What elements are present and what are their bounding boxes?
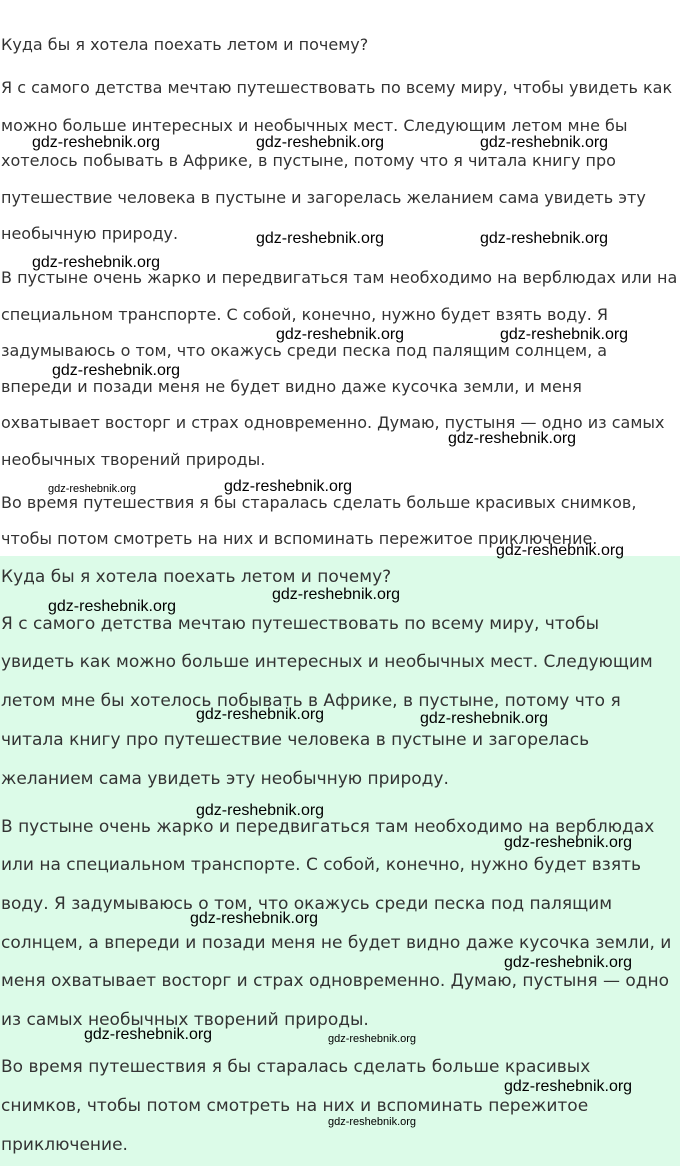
text-line: задумываюсь о том, что окажусь среди песка под палящим солнцем, а <box>1 341 608 360</box>
watermark: gdz-reshebnik.org <box>504 1078 633 1095</box>
watermark: gdz-reshebnik.org <box>328 1116 417 1128</box>
watermark: gdz-reshebnik.org <box>256 230 385 247</box>
watermark: gdz-reshebnik.org <box>48 483 137 495</box>
watermark: gdz-reshebnik.org <box>32 134 161 151</box>
watermark: gdz-reshebnik.org <box>272 586 401 603</box>
text-line: чтобы потом смотреть на них и вспоминать пережитое приключение. <box>1 529 598 548</box>
text-line: Во время путешествия я бы старалась сделать больше красивых <box>1 1057 591 1077</box>
text-line: из самых необычных творений природы. <box>1 1010 369 1030</box>
watermark: gdz-reshebnik.org <box>224 478 353 495</box>
text-line: летом мне бы хотелось побывать в Африке, в пустыне, потому что я <box>1 691 621 711</box>
watermark: gdz-reshebnik.org <box>504 834 633 851</box>
question-heading: Куда бы я хотела поехать летом и почему? <box>1 35 369 54</box>
watermark: gdz-reshebnik.org <box>480 230 609 247</box>
text-line: Я с самого детства мечтаю путешествовать по всему миру, чтобы <box>1 614 600 634</box>
watermark: gdz-reshebnik.org <box>496 542 625 559</box>
watermark: gdz-reshebnik.org <box>196 802 325 819</box>
text-line: Я с самого детства мечтаю путешествовать по всему миру, чтобы увидеть как <box>1 78 673 97</box>
watermark: gdz-reshebnik.org <box>196 706 325 723</box>
text-line: можно больше интересных и необычных мест. Следующим летом мне бы <box>1 116 628 135</box>
answer-block-top <box>0 0 680 556</box>
text-line: или на специальном транспорте. С собой, конечно, нужно будет взять <box>1 855 641 875</box>
text-line: меня охватывает восторг и страх одновременно. Думаю, пустыня — одно <box>1 971 670 991</box>
watermark: gdz-reshebnik.org <box>32 254 161 271</box>
answer-block-bottom <box>0 556 680 1166</box>
watermark: gdz-reshebnik.org <box>84 1026 213 1043</box>
text-line: приключение. <box>1 1135 128 1155</box>
text-line: желанием сама увидеть эту необычную природу. <box>1 769 449 789</box>
text-line: необычную природу. <box>1 224 179 243</box>
text-line: Во время путешествия я бы старалась сделать больше красивых снимков, <box>1 493 637 512</box>
watermark: gdz-reshebnik.org <box>480 134 609 151</box>
watermark: gdz-reshebnik.org <box>256 134 385 151</box>
text-line: читала книгу про путешествие человека в пустыне и загорелась <box>1 730 590 750</box>
watermark: gdz-reshebnik.org <box>500 326 629 343</box>
text-line: охватывает восторг и страх одновременно. Думаю, пустыня — одно из самых <box>1 413 665 432</box>
text-line: путешествие человека в пустыне и загорелась желанием сама увидеть эту <box>1 188 646 207</box>
watermark: gdz-reshebnik.org <box>190 910 319 927</box>
text-line: воду. Я задумываюсь о том, что окажусь среди песка под палящим <box>1 894 613 914</box>
text-line: увидеть как можно больше интересных и необычных мест. Следующим <box>1 652 653 672</box>
watermark: gdz-reshebnik.org <box>328 1033 417 1045</box>
watermark: gdz-reshebnik.org <box>52 362 181 379</box>
watermark: gdz-reshebnik.org <box>448 430 577 447</box>
watermark: gdz-reshebnik.org <box>276 326 405 343</box>
text-line: В пустыне очень жарко и передвигаться там необходимо на верблюдах или на <box>1 268 678 287</box>
text-line: снимков, чтобы потом смотреть на них и вспоминать пережитое <box>1 1096 589 1116</box>
text-line: впереди и позади меня не будет видно даже кусочка земли, и меня <box>1 377 582 396</box>
text-line: солнцем, а впереди и позади меня не будет видно даже кусочка земли, и <box>1 933 672 953</box>
text-line: В пустыне очень жарко и передвигаться там необходимо на верблюдах <box>1 817 655 837</box>
watermark: gdz-reshebnik.org <box>420 710 549 727</box>
watermark: gdz-reshebnik.org <box>48 598 177 615</box>
text-line: необычных творений природы. <box>1 450 266 469</box>
text-line: специальном транспорте. С собой, конечно, нужно будет взять воду. Я <box>1 305 609 324</box>
text-line: хотелось побывать в Африке, в пустыне, потому что я читала книгу про <box>1 151 616 170</box>
question-heading: Куда бы я хотела поехать летом и почему? <box>1 567 392 587</box>
watermark: gdz-reshebnik.org <box>504 954 633 971</box>
